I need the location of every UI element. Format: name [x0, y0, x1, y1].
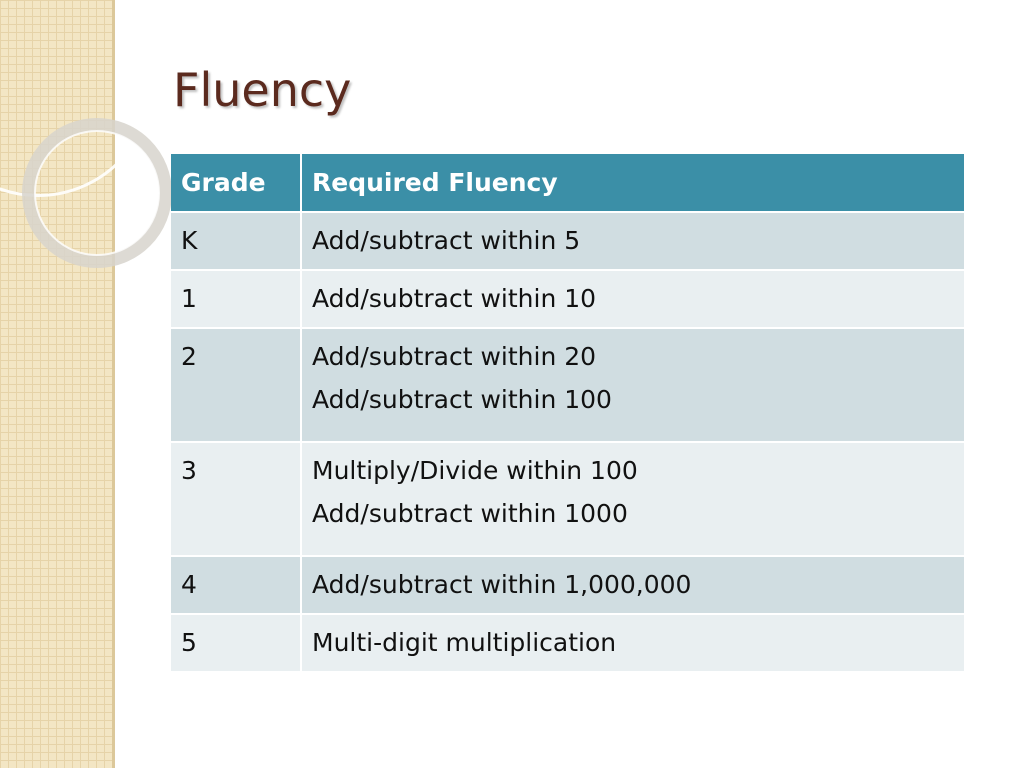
fluency-cell [301, 442, 964, 556]
grade-cell: 4 [171, 556, 301, 614]
table-row [171, 270, 964, 328]
fluency-line: Add/subtract within 10 [312, 284, 597, 313]
grade-cell: K [171, 212, 301, 270]
table-header-row [171, 154, 964, 212]
grade-cell: 1 [171, 270, 301, 328]
fluency-table [171, 154, 964, 673]
table-row [171, 442, 964, 556]
slide-title: Fluency [173, 63, 352, 117]
fluency-line: Add/subtract within 1000 [312, 499, 628, 528]
fluency-line: Add/subtract within 100 [312, 385, 612, 414]
table-row [171, 328, 964, 442]
table-row [171, 556, 964, 614]
decorative-ring-inner [34, 130, 160, 256]
grade-cell: 5 [171, 614, 301, 672]
fluency-line: Multi-digit multiplication [312, 628, 617, 657]
header-grade: Grade [171, 154, 301, 212]
fluency-line: Add/subtract within 1,000,000 [312, 570, 692, 599]
fluency-cell [301, 328, 964, 442]
fluency-cell [301, 270, 964, 328]
grade-cell: 2 [171, 328, 301, 442]
fluency-line: Add/subtract within 5 [312, 226, 581, 255]
fluency-cell [301, 212, 964, 270]
fluency-line: Multiply/Divide within 100 [312, 456, 638, 485]
table-row [171, 212, 964, 270]
fluency-line: Add/subtract within 20 [312, 342, 597, 371]
header-required-fluency: Required Fluency [301, 154, 964, 212]
grade-cell: 3 [171, 442, 301, 556]
fluency-cell [301, 556, 964, 614]
table-row [171, 614, 964, 672]
fluency-cell [301, 614, 964, 672]
